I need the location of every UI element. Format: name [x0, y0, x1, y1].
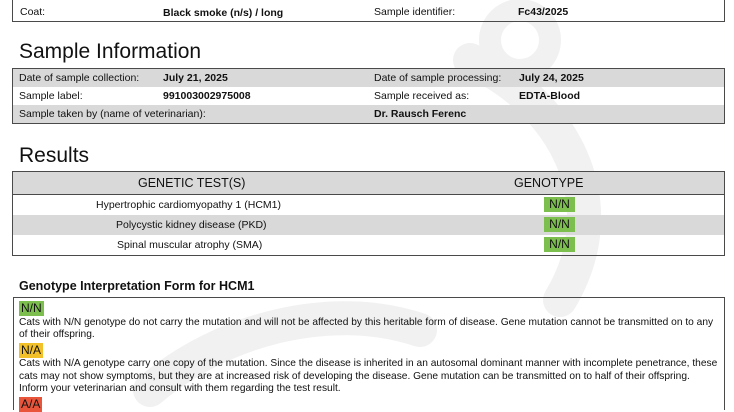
table-row — [13, 235, 724, 255]
nn-description: Cats with N/N genotype do not carry the mutation and will not be affected by this heritable form of disease. Gene mutation cannot be transmitted on to any of their offspring. — [19, 316, 714, 340]
na-genotype-tag: N/A — [21, 342, 42, 357]
aa-genotype-tag: A/A — [21, 396, 41, 411]
coat-value: Black smoke (n/s) / long — [163, 7, 284, 19]
sample-id-value: Fc43/2025 — [518, 6, 569, 18]
genotype-badge: N/N — [544, 197, 575, 212]
received-label: Sample received as: — [374, 90, 470, 102]
test-name: Spinal muscular atrophy (SMA) — [117, 239, 263, 251]
collection-label: Date of sample collection: — [19, 72, 140, 84]
label-value: 991003002975008 — [163, 90, 251, 102]
results-heading: Results — [19, 144, 90, 167]
received-value: EDTA-Blood — [519, 90, 581, 102]
processing-label: Date of sample processing: — [374, 72, 502, 84]
genotype-badge: N/N — [544, 237, 575, 252]
animal-info-box — [12, 0, 725, 22]
interpretation-box — [13, 297, 725, 410]
table-row — [13, 195, 724, 215]
sample-id-label: Sample identifier: — [374, 6, 456, 18]
sample-info-row — [13, 87, 724, 105]
interpretation-heading: Genotype Interpretation Form for HCM1 — [19, 279, 255, 293]
processing-value: July 24, 2025 — [519, 72, 584, 84]
collection-value: July 21, 2025 — [163, 72, 228, 84]
taken-label: Sample taken by (name of veterinarian): — [19, 108, 206, 120]
sample-info-row — [13, 105, 724, 123]
col-genetic-tests: GENETIC TEST(S) — [138, 176, 246, 190]
sample-info-table — [12, 68, 725, 124]
results-table — [12, 171, 725, 256]
test-name: Hypertrophic cardiomyopathy 1 (HCM1) — [96, 199, 281, 211]
nn-genotype-tag: N/N — [21, 301, 42, 315]
test-name: Polycystic kidney disease (PKD) — [116, 219, 267, 231]
table-row — [13, 215, 724, 235]
col-genotype: GENOTYPE — [514, 176, 584, 190]
genotype-badge: N/N — [544, 217, 575, 232]
results-header-row — [13, 172, 724, 195]
coat-label: Coat: — [20, 6, 46, 18]
sample-info-row — [13, 69, 724, 87]
sample-information-heading: Sample Information — [19, 40, 202, 63]
taken-value: Dr. Rausch Ferenc — [374, 108, 467, 120]
na-description: Cats with N/A genotype carry one copy of the mutation. Since the disease is inherited in an autosomal dominant manner with incomplete penetrance, these cats may not show symptoms, but they are at increased risk of developing the disease. Gene mutation can be transmitted on to half of their offspring. Inform your veterinarian and consult with them regarding the test result. — [19, 358, 718, 394]
label-label: Sample label: — [19, 90, 83, 102]
coat-row — [13, 0, 724, 21]
